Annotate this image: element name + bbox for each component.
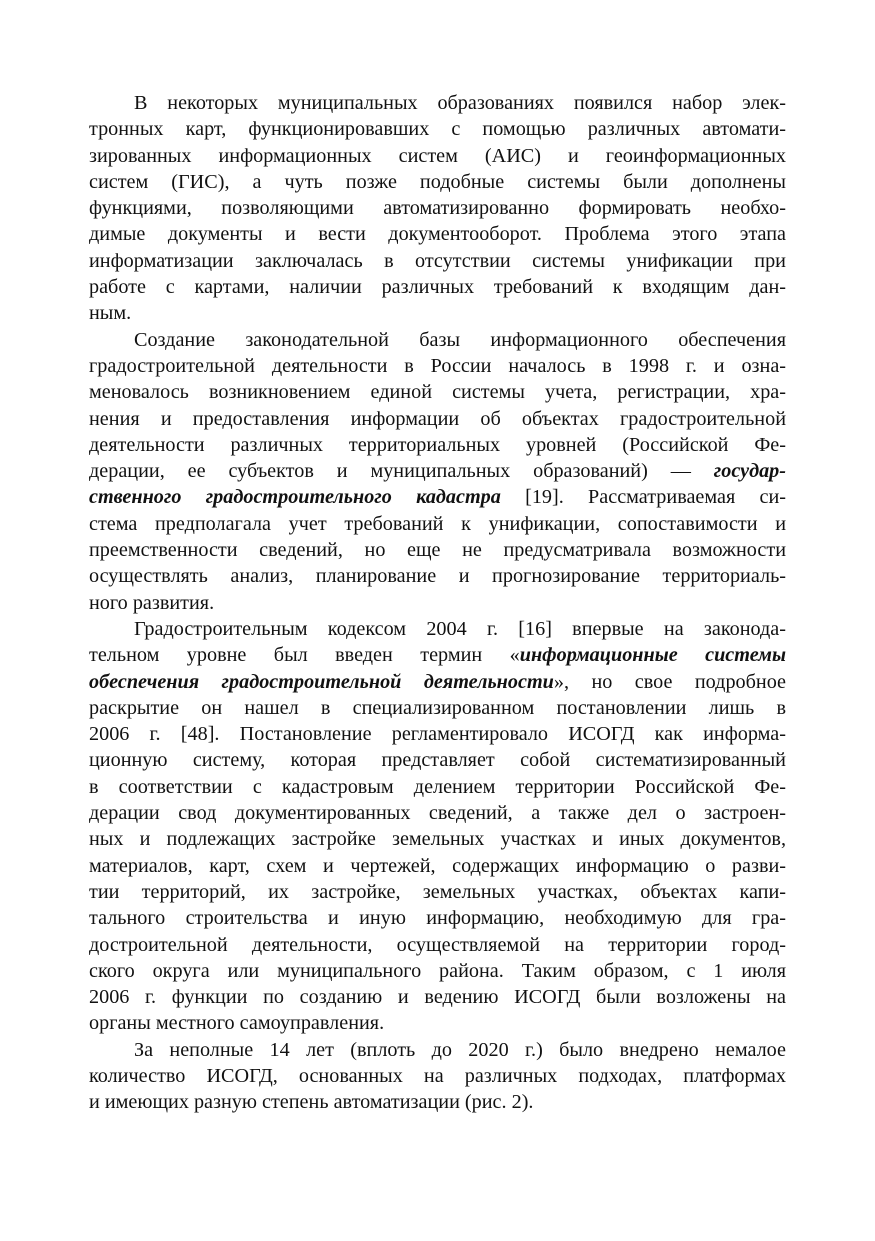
text-segment: органы местного самоуправления. xyxy=(89,1012,385,1035)
text-line xyxy=(89,616,786,642)
text-line xyxy=(89,300,786,326)
text-segment: количество ИСОГД, основанных на различных подходах, платформах xyxy=(89,1064,786,1087)
text-line xyxy=(89,590,786,616)
text-line xyxy=(89,143,786,169)
emphasized-term: обеспечения градостроительной деятельности xyxy=(89,670,554,693)
text-segment: », но свое подробное xyxy=(553,670,787,693)
text-line xyxy=(89,221,786,247)
text-segment: стема предполагала учет требований к унификации, сопоставимости и xyxy=(89,512,786,535)
text-line xyxy=(89,879,786,905)
text-line xyxy=(89,800,786,826)
text-line xyxy=(89,274,786,300)
text-line xyxy=(89,248,786,274)
text-line xyxy=(89,406,786,432)
text-segment: тельном уровне был введен термин « xyxy=(89,644,520,667)
text-line xyxy=(89,958,786,984)
text-line xyxy=(89,537,786,563)
text-line xyxy=(89,169,786,195)
text-segment: В некоторых муниципальных образованиях появился набор элек- xyxy=(134,92,786,114)
text-line xyxy=(89,90,786,116)
text-line xyxy=(89,932,786,958)
text-segment: и имеющих разную степень автоматизации (рис. 2). xyxy=(89,1091,534,1114)
text-line xyxy=(89,116,786,142)
text-line xyxy=(89,563,786,589)
text-line xyxy=(89,747,786,773)
text-line xyxy=(89,484,786,510)
document-page xyxy=(89,90,786,1116)
text-line xyxy=(89,695,786,721)
text-segment: 2006 г. [48]. Постановление регламентировало ИСОГД как информа- xyxy=(89,723,786,746)
text-segment: Создание законодательной базы информационного обеспечения xyxy=(134,328,786,351)
text-line xyxy=(89,642,786,668)
text-segment: работе с картами, наличии различных требований к входящим дан- xyxy=(89,276,786,299)
text-segment: ционную систему, которая представляет собой систематизированный xyxy=(89,749,786,772)
text-segment: тронных карт, функционировавших с помощью различных автомати- xyxy=(89,118,786,141)
text-segment: ного развития. xyxy=(89,591,215,614)
paragraph-2 xyxy=(89,327,786,616)
text-line xyxy=(89,379,786,405)
text-line xyxy=(89,511,786,537)
text-segment: дерации, ее субъектов и муниципальных образований) — xyxy=(89,460,714,483)
text-segment: градостроительной деятельности в России началось в 1998 г. и озна- xyxy=(89,354,786,377)
text-segment: ского округа или муниципального района. Таким образом, с 1 июля xyxy=(89,959,786,982)
text-line xyxy=(89,327,786,353)
text-segment: информатизации заключалась в отсутствии системы унификации при xyxy=(89,249,786,272)
text-line xyxy=(89,774,786,800)
text-segment: меновалось возникновением единой системы учета, регистрации, хра- xyxy=(89,381,786,404)
text-segment: систем (ГИС), а чуть позже подобные системы были дополнены xyxy=(89,170,786,193)
text-segment: деятельности различных территориальных уровней (Российской Фе- xyxy=(89,433,786,456)
text-segment: ных и подлежащих застройке земельных участках и иных документов, xyxy=(89,828,786,851)
text-segment: в соответствии с кадастровым делением территории Российской Фе- xyxy=(89,775,786,798)
text-line xyxy=(89,1089,786,1115)
text-line xyxy=(89,353,786,379)
text-segment: 2006 г. функции по созданию и ведению ИСОГД были возложены на xyxy=(89,986,786,1009)
paragraph-3 xyxy=(89,616,786,1037)
text-segment: Градостроительным кодексом 2004 г. [16] впервые на законода- xyxy=(134,617,786,640)
text-line xyxy=(89,432,786,458)
text-segment: тии территорий, их застройке, земельных участках, объектах капи- xyxy=(89,880,786,903)
text-segment: За неполные 14 лет (вплоть до 2020 г.) было внедрено немалое xyxy=(134,1038,786,1061)
emphasized-term: ственного градостроительного кадастра xyxy=(89,486,501,509)
text-segment: преемственности сведений, но еще не предусматривала возможности xyxy=(89,539,786,562)
paragraph-4 xyxy=(89,1037,786,1116)
text-line xyxy=(89,1037,786,1063)
text-segment: нения и предоставления информации об объектах градостроительной xyxy=(89,407,786,430)
text-line xyxy=(89,195,786,221)
text-segment: ным. xyxy=(89,302,132,325)
text-segment: раскрытие он нашел в специализированном постановлении лишь в xyxy=(89,696,786,719)
text-line xyxy=(89,853,786,879)
text-line xyxy=(89,984,786,1010)
text-line xyxy=(89,669,786,695)
text-line xyxy=(89,905,786,931)
text-segment: тального строительства и иную информацию, необходимую для гра- xyxy=(89,907,786,930)
text-segment: дерации свод документированных сведений, а также дел о застроен- xyxy=(89,802,786,825)
text-segment: функциями, позволяющими автоматизированно формировать необхо- xyxy=(89,197,786,220)
text-line xyxy=(89,1010,786,1036)
text-segment: [19]. Рассматриваемая си- xyxy=(500,486,786,509)
text-segment: материалов, карт, схем и чертежей, содержащих информацию о разви- xyxy=(89,854,786,877)
text-segment: осуществлять анализ, планирование и прогнозирование территориаль- xyxy=(89,565,786,588)
text-segment: димые документы и вести документооборот. Проблема этого этапа xyxy=(89,223,786,246)
emphasized-term: информационные системы xyxy=(519,644,786,667)
text-line xyxy=(89,826,786,852)
text-line xyxy=(89,458,786,484)
text-line xyxy=(89,721,786,747)
text-line xyxy=(89,1063,786,1089)
paragraph-1 xyxy=(89,90,786,327)
text-segment: зированных информационных систем (АИС) и геоинформационных xyxy=(89,144,786,167)
text-segment: достроительной деятельности, осуществляемой на территории город- xyxy=(89,933,786,956)
emphasized-term: государ- xyxy=(713,460,786,483)
